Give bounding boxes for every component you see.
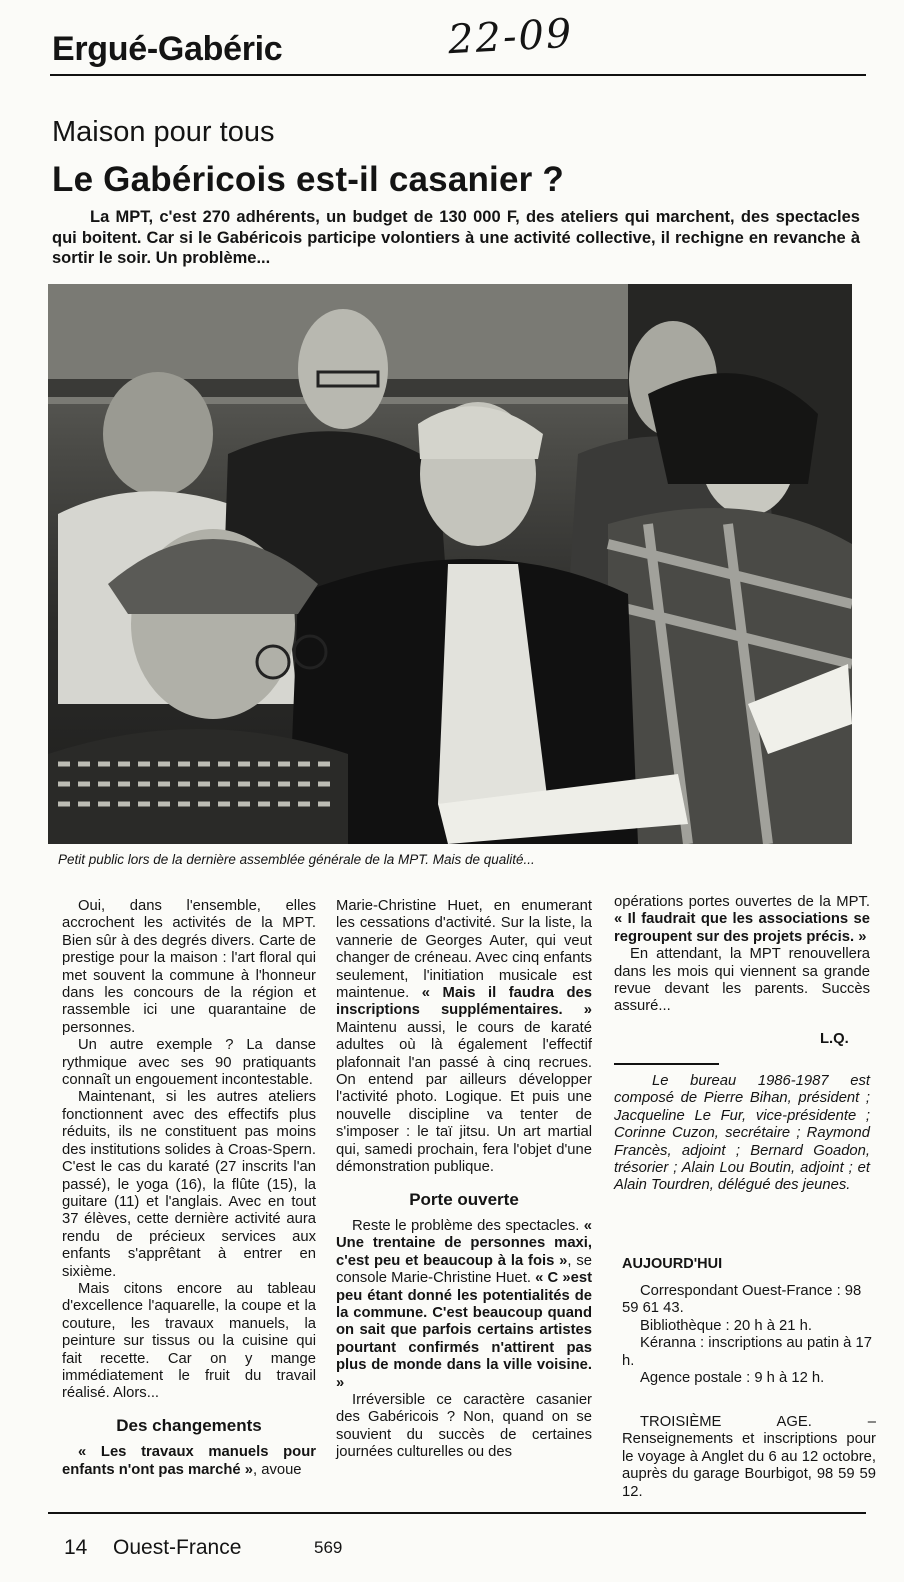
list-item: Agence postale : 9 h à 12 h. (640, 1370, 825, 1387)
list-item: Bibliothèque : 20 h à 21 h. (640, 1317, 812, 1334)
quote: « C »est peu étant donné les potentialités de la commune. C'est beaucoup quand on sait que parfois certains artistes pourtant confirmés n'attirent pas plus de monde dans la ville voisine. » (336, 1270, 592, 1391)
today-heading: AUJOURD'HUI (622, 1256, 723, 1272)
quote: « Les travaux manuels pour enfants n'ont pas marché » (62, 1444, 316, 1478)
handwritten-date: 22-09 (446, 10, 575, 64)
paragraph: En attendant, la MPT renouvellera dans les mois qui viennent sa grande revue devant les parents. Succès assuré... (614, 946, 870, 1015)
paragraph (336, 1218, 592, 1392)
today-list (622, 1283, 876, 1387)
photo-caption: Petit public lors de la dernière assemblée générale de la MPT. Mais de qualité... (58, 852, 535, 867)
paragraph (614, 894, 870, 946)
header-rule (50, 74, 866, 76)
article-kicker: Maison pour tous (52, 116, 275, 148)
text: opérations portes ouvertes de la MPT. (614, 894, 870, 910)
third-age-notice: TROISIÈME AGE. – Renseignements et inscriptions pour le voyage à Anglet du 6 au 12 octobre, auprès du garage Bourbigot, 98 59 59 12. (622, 1414, 876, 1500)
column-rule (614, 1063, 719, 1065)
text: , avoue (253, 1461, 302, 1478)
edition-number: 569 (314, 1538, 343, 1557)
article-column-2 (336, 898, 592, 1462)
list-item: Kéranna : inscriptions au patin à 17 h. (622, 1335, 872, 1369)
newspaper-name: Ouest-France (113, 1536, 242, 1559)
quote: « Une trentaine de personnes maxi, c'est peu et beaucoup à la fois » (336, 1217, 592, 1269)
quote: « Il faudrait que les associations se regroupent sur des projets précis. » (614, 911, 870, 945)
paragraph (62, 1444, 316, 1479)
paragraph (336, 898, 592, 1177)
photo-illustration (48, 284, 852, 844)
bureau-note: Le bureau 1986-1987 est composé de Pierre Bihan, président ; Jacqueline Le Fur, vice-présidente ; Corinne Cuzon, secrétaire ; Raymond Francès, adjoint ; Bernard Goadon, trésorier ; Alain Lou Boutin, adjoint ; et Alain Tourdren, délégué des jeunes. (614, 1073, 870, 1194)
article-headline: Le Gabéricois est-il casanier ? (52, 160, 564, 199)
list-item: Correspondant Ouest-France : 98 59 61 43. (622, 1283, 862, 1317)
text: Marie-Christine Huet, en enumerant les cessations d'activité. Sur la liste, la vannerie de Georges Auter, qui veut changer de créneau. Avec cinq enfants seulement, l'initiation musicale est maintenue. (336, 898, 592, 1002)
quote: « Mais il faudra des inscriptions supplémentaires. » (336, 985, 593, 1019)
section-title: Ergué-Gabéric (52, 30, 283, 68)
article-lede: La MPT, c'est 270 adhérents, un budget de 130 000 F, des ateliers qui marchent, des spectacles qui boitent. Car si le Gabéricois participe volontiers à une activité collective, il rechigne en revanche à sortir le soir. Un problème... (52, 208, 860, 267)
subheading: Porte ouverte (409, 1189, 519, 1209)
text: Maintenu aussi, le cours de karaté adultes où là également l'effectif plafonnait l'an passé à cinq recrues. On entend par ailleurs développer l'activité photo. Logique. Et puis une nouvelle discipline va tenter de s'imposer : le taï jitsu. Un art martial qui, samedi prochain, fera l'objet d'une démonstration publique. (336, 1019, 592, 1176)
article-column-3 (614, 894, 870, 1016)
paragraph: Un autre exemple ? La danse rythmique avec ses 90 pratiquants connaît un engouement incontestable. (62, 1037, 316, 1089)
article-photo (48, 284, 852, 844)
footer-rule (48, 1512, 866, 1514)
page-number: 14 (64, 1536, 88, 1559)
text: Reste le problème des spectacles. (352, 1217, 584, 1234)
author-signature: L.Q. (820, 1031, 849, 1047)
paragraph: Maintenant, si les autres ateliers fonctionnent avec des effectifs plus réduits, ils ne constituent pas moins des institutions solides à Croas-Spern. C'est le cas du karaté (27 inscrits l'an passé), le yoga (16), la flûte (15), la guitare (11) et l'anglais. Avec en tout 37 élèves, cette dernière activité aura rendu de précieux services aux enfants s'apprêtant à entrer en sixième. (62, 1089, 316, 1280)
subheading: Des changements (116, 1415, 262, 1435)
paragraph: Irréversible ce caractère casanier des Gabéricois ? Non, quand on se souvient du succès de certaines journées culturelles ou des (336, 1391, 592, 1461)
paragraph: Oui, dans l'ensemble, elles accrochent les activités de la MPT. Bien sûr à des degrés divers. Carte de prestige pour la maison : l'art floral qui met souvent la commune à l'honneur dans les concours de la région et rassemble ici une quarantaine de personnes. (62, 898, 316, 1036)
paragraph: Mais citons encore au tableau d'excellence l'aquarelle, la coupe et la couture, les travaux manuels, la peinture sur tissus ou la cuisine qui fait recette. Car on y mange immédiatement le fruit du travail réalisé. Alors... (62, 1280, 316, 1402)
article-column-1 (62, 898, 316, 1479)
text: , se console Marie-Christine Huet. (336, 1252, 592, 1287)
